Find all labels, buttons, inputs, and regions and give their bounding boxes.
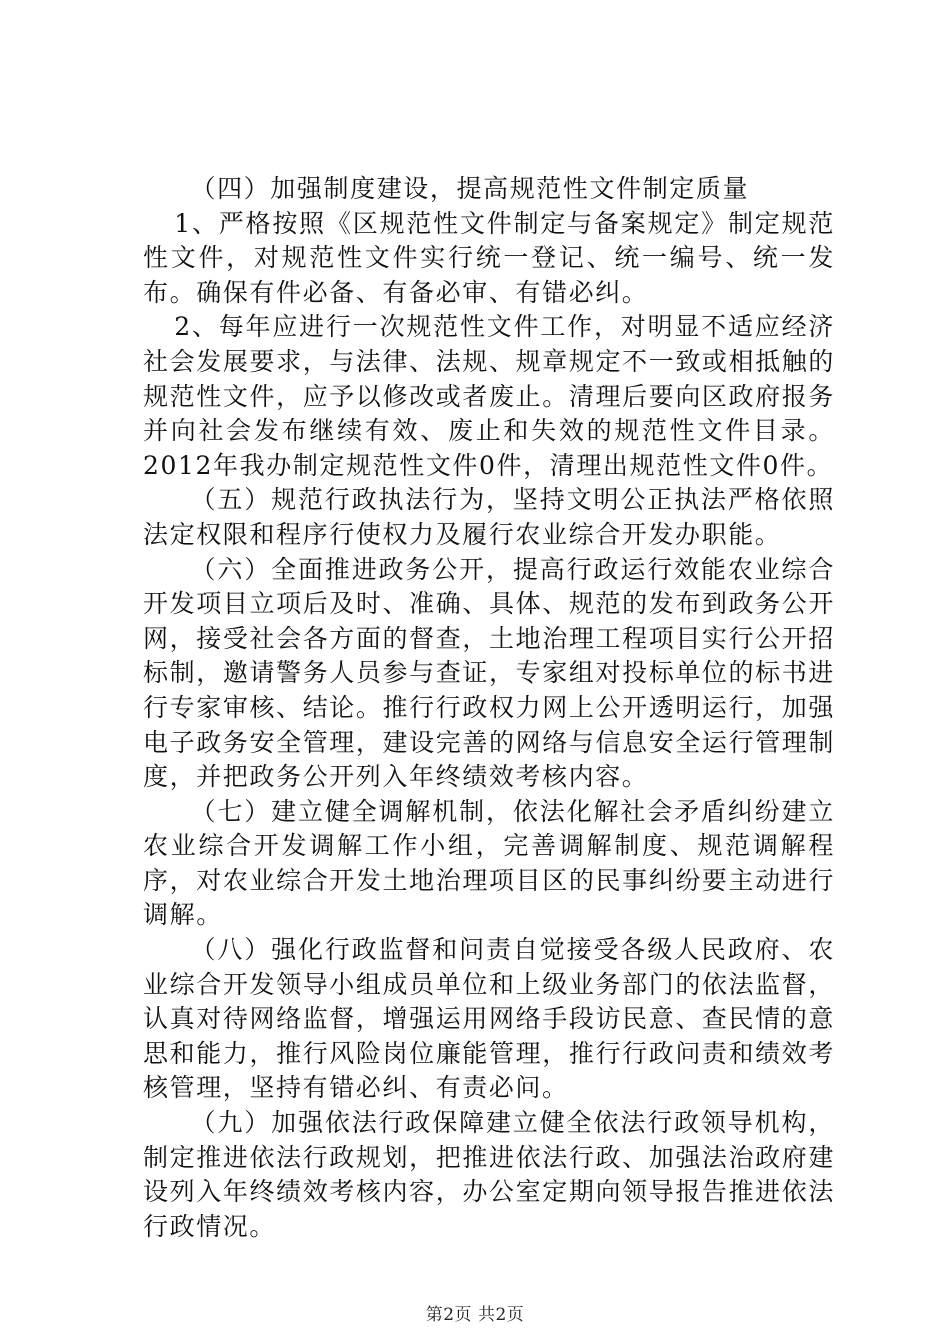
- paragraph-section-5: （五）规范行政执法行为，坚持文明公正执法严格依照法定权限和程序行使权力及履行农业综合开发办职能。: [143, 485, 835, 549]
- paragraph-section-7: （七）建立健全调解机制，依法化解社会矛盾纠纷建立农业综合开发调解工作小组，完善调解制度、规范调解程序，对农业综合开发土地治理项目区的民事纠纷要主动进行调解。: [143, 796, 835, 930]
- paragraph-section-4-heading: （四）加强制度建设，提高规范性文件制定质量: [190, 174, 750, 203]
- paragraph-section-6: （六）全面推进政务公开，提高行政运行效能农业综合开发项目立项后及时、准确、具体、规范的发布到政务公开网，接受社会各方面的督查，土地治理工程项目实行公开招标制，邀请警务人员参与查证，专家组对投标单位的标书进行专家审核、结论。推行行政权力网上公开透明运行，加强电子政务安全管理，建设完善的网络与信息安全运行管理制度，并把政务公开列入年终绩效考核内容。: [143, 554, 835, 792]
- document-body: [143, 172, 835, 1244]
- paragraph-item-1: 1、严格按照《区规范性文件制定与备案规定》制定规范性文件，对规范性文件实行统一登记、统一编号、统一发布。确保有件必备、有备必审、有错必纠。: [143, 208, 835, 307]
- paragraph-section-8: （八）强化行政监督和问责自觉接受各级人民政府、农业综合开发领导小组成员单位和上级业务部门的依法监督，认真对待网络监督，增强运用网络手段访民意、查民情的意思和能力，推行风险岗位廉能管理，推行行政问责和绩效考核管理，坚持有错必纠、有责必问。: [143, 935, 835, 1103]
- paragraph-section-9: （九）加强依法行政保障建立健全依法行政领导机构，制定推进依法行政规划，把推进依法行政、加强法治政府建设列入年终绩效考核内容，办公室定期向领导报告推进依法行政情况。: [143, 1108, 835, 1241]
- paragraph-item-2: 2、每年应进行一次规范性文件工作，对明显不适应经济社会发展要求，与法律、法规、规章规定不一致或相抵触的规范性文件，应予以修改或者废止。清理后要向区政府报务并向社会发布继续有效、废止和失效的规范性文件目录。2012年我办制定规范性文件0件，清理出规范性文件0件。: [143, 312, 835, 480]
- page-number-footer: 第2页 共2页: [425, 1305, 525, 1325]
